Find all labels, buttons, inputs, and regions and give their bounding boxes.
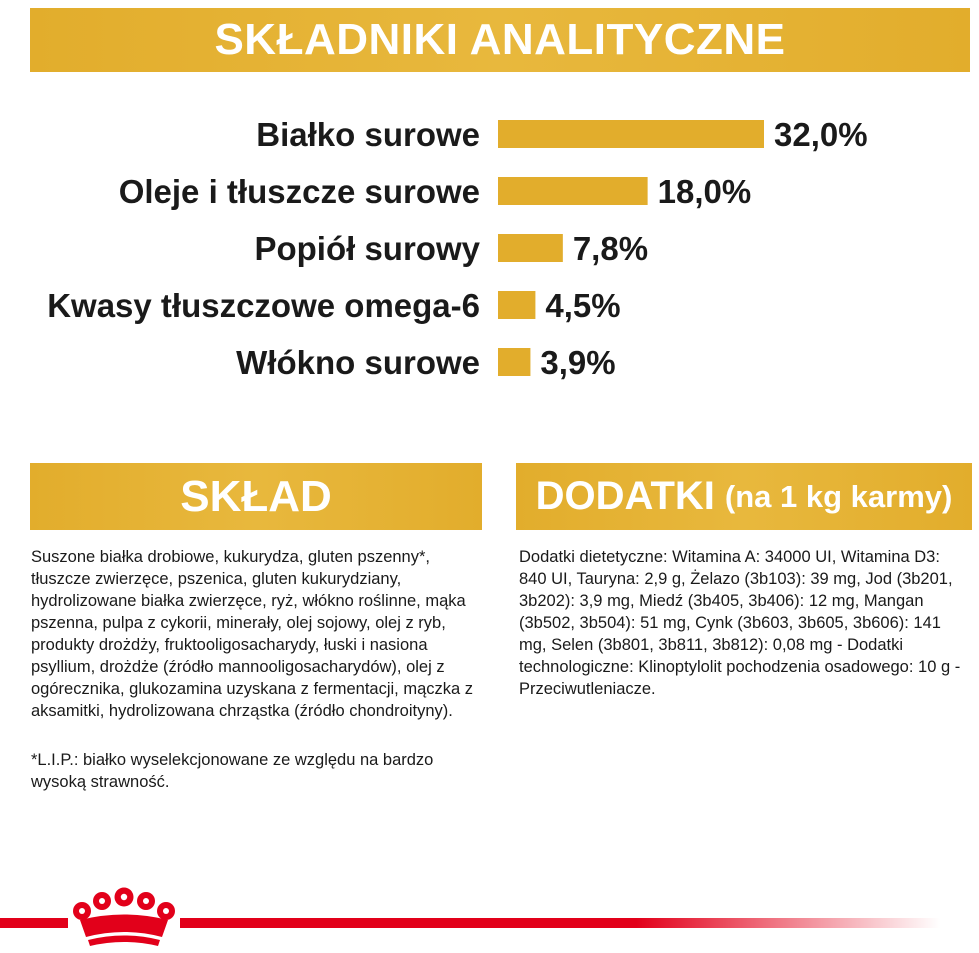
additives-text: Dodatki dietetyczne: Witamina A: 34000 UI, Witamina D3: 840 UI, Tauryna: 2,9 g, Żelazo (3b103): 39 mg, Jod (3b201, 3b202): 3,9 mg, Miedź (3b405, 3b406): 12 mg, Mangan (3b502, 3b504): 51 mg, Cynk (3b603, 3b605, 3b606): 141 mg, Selen (3b801, 3b811, 3b812): 0,08 mg - Dodatki technologiczne: Klinoptylolit pochodzenia osadowego: 10 g - Przeciwutleniacze. [519,548,961,698]
analytic-components-title: SKŁADNIKI ANALITYCZNE [214,15,786,64]
analytic-bar-chart [0,95,979,395]
composition-banner [30,463,482,530]
ingredients-text: Suszone białka drobiowe, kukurydza, gluten pszenny*, tłuszcze zwierzęce, pszenica, gluten kukurydziany, hydrolizowane białka zwierzęce, ryż, włókno roślinne, mąka pszenna, pulpa z cykorii, minerały, olej sojowy, olej z ryb, produkty drożdży, fruktooligosacharydy, łuski i nasiona psyllium, drożdże (źródło mannooligosacharydów), olej z ogórecznika, glukozamina uzyskana z fermentacji, mączka z aksamitki, hydrolizowana chrząstka (źródło chondroityny). [31,548,474,720]
value-label: 4,5% [545,287,621,324]
bar [498,291,535,319]
value-label: 18,0% [657,173,752,210]
red-line-right [180,918,940,928]
value-label: 32,0% [774,116,868,153]
composition-title: SKŁAD [180,471,332,521]
analytic-components-banner [30,8,970,72]
category-label: Włókno surowe [236,344,480,381]
additives-title: DODATKI [535,474,715,518]
category-label: Oleje i tłuszcze surowe [118,173,480,210]
bar [498,177,648,205]
crown-icon [70,887,178,949]
additives-subtitle: (na 1 kg karmy) [724,478,953,514]
lip-footnote: *L.I.P.: białko wyselekcjonowane ze względu na bardzo wysoką strawność. [31,751,434,791]
additives-banner [516,463,972,530]
brand-footer [0,885,979,953]
category-label: Kwasy tłuszczowe omega-6 [47,287,480,324]
bar [498,234,563,262]
value-label: 3,9% [540,344,616,381]
red-line-left [0,918,68,928]
bar [498,348,530,376]
category-label: Białko surowe [256,116,480,153]
category-label: Popiół surowy [254,230,480,267]
value-label: 7,8% [572,230,649,267]
bar [498,120,764,148]
